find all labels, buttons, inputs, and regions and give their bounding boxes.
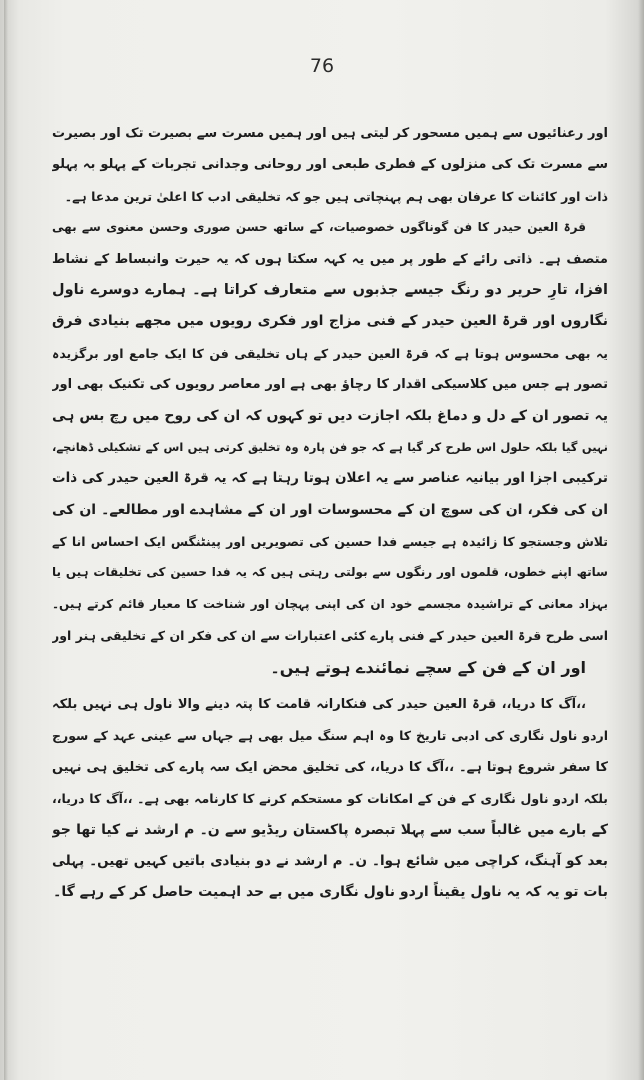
- text-line: اسی طرح قرۃ العین حیدر کے فنی پارے کئی اعتبارات سے ان کی فکر ان کے تخلیقی ہنر اور: [52, 628, 608, 644]
- text-line: اردو ناول نگاری کی ادبی تاریخ کا وہ اہم سنگ میل بھی ہے جہاں سے عینی عہد کے سورج: [52, 728, 608, 744]
- text-line: بعد کو آہنگ، کراچی میں شائع ہوا۔ ن۔ م ارشد نے دو بنیادی باتیں کہیں تھیں۔ پہلی: [52, 852, 608, 869]
- text-line: کا سفر شروع ہوتا ہے۔ ،،آگ کا دریا،، کی تخلیق محض ایک سہ پارے کی تخلیق ہی نہیں: [52, 759, 608, 775]
- page-number: 76: [309, 55, 335, 77]
- text-line: ،،آگ کا دریا،، قرۃ العین حیدر کی فنکارانہ قامت کا پتہ دینے والا ناول ہی نہیں بلکہ: [52, 697, 586, 713]
- text-line: یہ بھی محسوس ہوتا ہے کہ قرۃ العین حیدر کے ہاں تخلیقی فن کا ایک جامع اور برگزیدہ: [52, 345, 608, 361]
- text-line: بلکہ اردو ناول نگاری کے فن کے امکانات کو مستحکم کرنے کا کارنامہ بھی ہے۔ ،،آگ کا دریا،،: [52, 791, 608, 807]
- text-line: اور رعنائیوں سے ہمیں مسحور کر لیتی ہیں اور ہمیں مسرت سے بصیرت تک اور بصیرت: [52, 126, 608, 141]
- text-line: نہیں گیا بلکہ حلول اس طرح کر گیا ہے کہ جو فن پارہ وہ تخلیق کرتی ہیں اس کے تشکیلی ڈھانچے،: [52, 439, 608, 454]
- text-line: افزا، تارِ حریر دو رنگ جیسے جذبوں سے متعارف کراتا ہے۔ ہمارے دوسرے ناول: [52, 281, 608, 298]
- text-line: متصف ہے۔ ذاتی رائے کے طور پر میں یہ کہہ سکتا ہوں کہ یہ حیرت وانبساط کے نشاط: [52, 251, 608, 267]
- text-line: ترکیبی اجزا اور بیانیہ عناصر سے یہ اعلان ہوتا رہتا ہے کہ یہ قرۃ العین حیدر کی ذات: [52, 470, 608, 487]
- text-line: سے مسرت تک کی منزلوں کے فطری طبعی اور روحانی وجدانی تجربات کے پہلو بہ پہلو: [52, 157, 608, 173]
- text-line: ان کی فکر، ان کی سوچ ان کے محسوسات اور ان کے مشاہدے اور مطالعے۔ ان کی: [52, 501, 608, 518]
- text-line: یہ تصور ان کے دل و دماغ بلکہ اجازت دیں تو کہوں کہ ان کی روح میں رچ بس ہی: [52, 407, 608, 424]
- text-line: قرۃ العین حیدر کا فن گوناگوں خصوصیات، کے ساتھ حسن صوری وحسن معنوی سے بھی: [52, 220, 586, 235]
- text-line: تلاش وجستجو کا زائیدہ ہے جیسے فدا حسین کی تصویریں اور پینٹنگس ایک احساس انا کے: [52, 534, 608, 550]
- scan-edge: [638, 0, 644, 1080]
- body-text: [52, 118, 608, 909]
- text-line: بہزاد معانی کے تراشیدہ مجسمے خود ان کی اپنی پہچان اور شناخت کا معیار قائم کرتے ہیں۔: [52, 596, 608, 611]
- text-line: اور ان کے فن کے سچے نمائندے ہوتے ہیں۔: [270, 657, 586, 677]
- text-line: کے بارے میں غالباً سب سے پہلا تبصرہ پاکستان ریڈیو سے ن۔ م ارشد نے کیا تھا جو: [52, 821, 608, 838]
- text-line: تصور ہے جس میں کلاسیکی اقدار کا رچاؤ بھی ہے اور معاصر رویوں کی تکنیک بھی اور: [52, 377, 608, 393]
- text-line: ساتھ اپنے خطوں، قلموں اور رنگوں سے بولتی رہتی ہیں کہ یہ فدا حسین کی تخلیقات ہیں یا: [52, 565, 608, 580]
- text-line: نگاروں اور قرۃ العین حیدر کے فنی مزاج اور فکری رویوں میں مجھے بنیادی فرق: [52, 313, 608, 330]
- text-line: ذات اور کائنات کا عرفان بھی ہم پہنچاتی ہیں جو کہ تخلیقی ادب کا اعلیٰ ترین مدعا ہے۔: [64, 188, 608, 204]
- text-line: بات تو یہ کہ یہ ناول یقیناً اردو ناول نگاری میں بے حد اہمیت حاصل کر کے رہے گا۔: [53, 884, 608, 901]
